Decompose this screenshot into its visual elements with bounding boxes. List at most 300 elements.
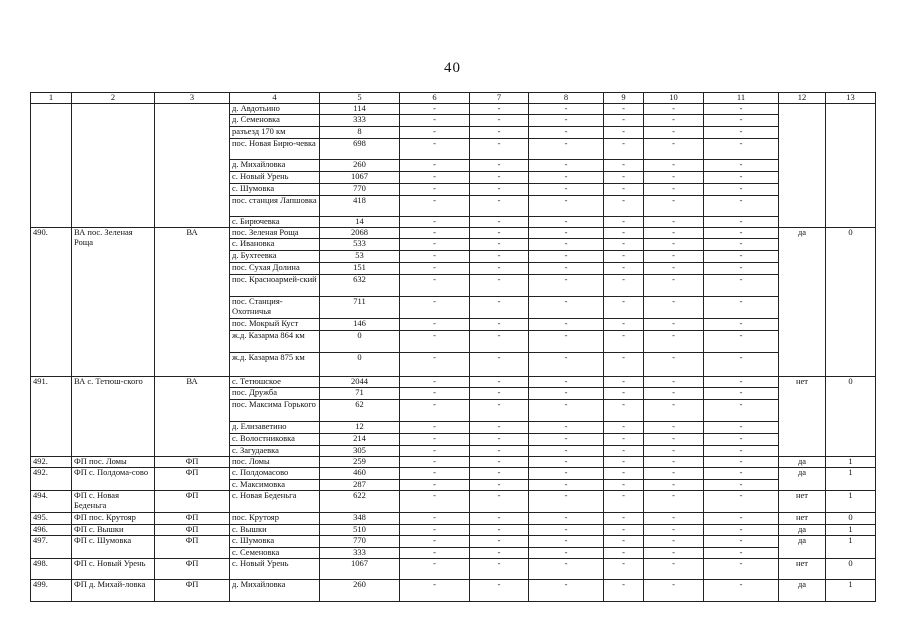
dash-cell: - <box>704 525 779 536</box>
institution-type <box>155 104 230 228</box>
dash-cell: - <box>529 139 604 160</box>
institution-number: 496. <box>31 525 72 536</box>
dash-cell: - <box>470 580 529 602</box>
dash-cell: - <box>644 275 704 297</box>
availability-cell <box>779 104 826 228</box>
dash-cell: - <box>604 457 644 468</box>
settlement-name: пос. Максима Горького <box>230 400 320 422</box>
dash-cell: - <box>529 297 604 319</box>
availability-cell: да <box>779 536 826 559</box>
dash-cell: - <box>400 536 470 548</box>
dash-cell: - <box>644 217 704 228</box>
dash-cell: - <box>470 172 529 184</box>
dash-cell: - <box>400 319 470 331</box>
dash-cell: - <box>704 217 779 228</box>
settlement-population: 8 <box>320 127 400 139</box>
dash-cell: - <box>529 353 604 377</box>
settlement-population: 151 <box>320 263 400 275</box>
dash-cell: - <box>470 353 529 377</box>
settlement-population: 71 <box>320 388 400 400</box>
dash-cell: - <box>704 353 779 377</box>
dash-cell: - <box>604 491 644 513</box>
column-header: 2 <box>72 93 155 104</box>
dash-cell: - <box>470 525 529 536</box>
dash-cell: - <box>604 251 644 263</box>
table-row <box>31 457 876 468</box>
availability-cell: да <box>779 468 826 491</box>
dash-cell: - <box>644 513 704 525</box>
dash-cell: - <box>400 480 470 491</box>
dash-cell: - <box>704 422 779 434</box>
institution-type: ФП <box>155 468 230 491</box>
dash-cell: - <box>470 513 529 525</box>
dash-cell: - <box>529 239 604 251</box>
dash-cell: - <box>470 127 529 139</box>
dash-cell: - <box>704 139 779 160</box>
dash-cell: - <box>604 422 644 434</box>
institution-name: ВА с. Тетюш-ского <box>72 377 155 457</box>
dash-cell: - <box>529 434 604 446</box>
settlement-population: 2068 <box>320 228 400 239</box>
registry-body <box>31 104 876 602</box>
dash-cell: - <box>604 196 644 217</box>
dash-cell: - <box>529 548 604 559</box>
dash-cell: - <box>400 196 470 217</box>
dash-cell: - <box>470 196 529 217</box>
institution-number: 490. <box>31 228 72 377</box>
dash-cell: - <box>400 525 470 536</box>
dash-cell: - <box>470 422 529 434</box>
dash-cell: - <box>470 160 529 172</box>
dash-cell: - <box>604 434 644 446</box>
dash-cell: - <box>704 480 779 491</box>
dash-cell: - <box>400 580 470 602</box>
dash-cell: - <box>704 446 779 457</box>
dash-cell: - <box>400 468 470 480</box>
dash-cell: - <box>400 422 470 434</box>
dash-cell: - <box>644 580 704 602</box>
settlement-population: 460 <box>320 468 400 480</box>
dash-cell: - <box>529 400 604 422</box>
settlement-name: с. Бирючевка <box>230 217 320 228</box>
dash-cell: - <box>400 457 470 468</box>
dash-cell: - <box>400 388 470 400</box>
settlement-name: с. Семеновка <box>230 548 320 559</box>
dash-cell: - <box>470 388 529 400</box>
dash-cell: - <box>470 480 529 491</box>
settlement-population: 0 <box>320 353 400 377</box>
dash-cell: - <box>644 434 704 446</box>
dash-cell: - <box>470 468 529 480</box>
dash-cell: - <box>470 400 529 422</box>
dash-cell: - <box>644 104 704 115</box>
column-header: 11 <box>704 93 779 104</box>
settlement-population: 0 <box>320 331 400 353</box>
settlement-name: с. Шумовка <box>230 536 320 548</box>
dash-cell: - <box>470 217 529 228</box>
institution-number: 494. <box>31 491 72 513</box>
dash-cell: - <box>470 184 529 196</box>
settlement-name: с. Вышки <box>230 525 320 536</box>
dash-cell: - <box>529 228 604 239</box>
institution-type: ФП <box>155 513 230 525</box>
settlement-population: 510 <box>320 525 400 536</box>
dash-cell: - <box>704 491 779 513</box>
dash-cell: - <box>644 160 704 172</box>
dash-cell: - <box>604 388 644 400</box>
institution-type: ФП <box>155 580 230 602</box>
table-row <box>31 377 876 388</box>
page-number: 40 <box>444 60 461 76</box>
dash-cell: - <box>470 297 529 319</box>
dash-cell: - <box>529 377 604 388</box>
dash-cell: - <box>400 217 470 228</box>
table-row <box>31 580 876 602</box>
availability-cell: нет <box>779 513 826 525</box>
dash-cell: - <box>644 457 704 468</box>
settlement-population: 260 <box>320 580 400 602</box>
dash-cell: - <box>644 548 704 559</box>
settlement-name: с. Максимовка <box>230 480 320 491</box>
dash-cell: - <box>604 525 644 536</box>
column-header: 13 <box>826 93 876 104</box>
dash-cell: - <box>470 239 529 251</box>
dash-cell: - <box>604 331 644 353</box>
dash-cell: - <box>704 172 779 184</box>
dash-cell: - <box>644 184 704 196</box>
institution-name: ФП пос. Ломы <box>72 457 155 468</box>
settlement-name: пос. Крутояр <box>230 513 320 525</box>
dash-cell: - <box>644 228 704 239</box>
dash-cell: - <box>644 127 704 139</box>
table-row <box>31 228 876 239</box>
table-row <box>31 536 876 548</box>
dash-cell: - <box>644 388 704 400</box>
settlement-population: 214 <box>320 434 400 446</box>
settlement-name: д. Михайловка <box>230 160 320 172</box>
column-header: 8 <box>529 93 604 104</box>
settlement-population: 62 <box>320 400 400 422</box>
table-row <box>31 104 876 115</box>
column-header: 10 <box>644 93 704 104</box>
dash-cell: - <box>644 331 704 353</box>
dash-cell: - <box>529 196 604 217</box>
dash-cell: - <box>529 184 604 196</box>
dash-cell: - <box>604 104 644 115</box>
dash-cell: - <box>529 263 604 275</box>
settlement-name: пос. Мокрый Куст <box>230 319 320 331</box>
count-cell: 0 <box>826 513 876 525</box>
dash-cell: - <box>470 139 529 160</box>
column-header: 3 <box>155 93 230 104</box>
institution-number: 492. <box>31 468 72 491</box>
dash-cell: - <box>604 480 644 491</box>
dash-cell: - <box>400 275 470 297</box>
dash-cell: - <box>604 559 644 580</box>
institution-number: 498. <box>31 559 72 580</box>
institution-number: 491. <box>31 377 72 457</box>
settlement-name: с. Шумовка <box>230 184 320 196</box>
dash-cell: - <box>644 297 704 319</box>
dash-cell: - <box>604 580 644 602</box>
dash-cell: - <box>400 400 470 422</box>
settlement-population: 333 <box>320 115 400 127</box>
dash-cell: - <box>704 457 779 468</box>
dash-cell: - <box>604 400 644 422</box>
dash-cell: - <box>529 127 604 139</box>
column-header: 1 <box>31 93 72 104</box>
settlement-name: д. Михайловка <box>230 580 320 602</box>
settlement-population: 12 <box>320 422 400 434</box>
dash-cell: - <box>529 457 604 468</box>
dash-cell: - <box>529 115 604 127</box>
dash-cell: - <box>529 480 604 491</box>
settlement-population: 348 <box>320 513 400 525</box>
dash-cell: - <box>604 297 644 319</box>
dash-cell: - <box>604 536 644 548</box>
dash-cell: - <box>604 184 644 196</box>
dash-cell: - <box>644 319 704 331</box>
dash-cell: - <box>400 513 470 525</box>
dash-cell: - <box>400 548 470 559</box>
dash-cell: - <box>529 275 604 297</box>
dash-cell: - <box>470 434 529 446</box>
dash-cell: - <box>704 115 779 127</box>
dash-cell: - <box>704 434 779 446</box>
settlement-population: 2044 <box>320 377 400 388</box>
dash-cell: - <box>604 127 644 139</box>
institution-type: ФП <box>155 457 230 468</box>
dash-cell: - <box>529 331 604 353</box>
dash-cell: - <box>644 480 704 491</box>
dash-cell: - <box>604 139 644 160</box>
settlement-name: с. Загудаевка <box>230 446 320 457</box>
institution-number <box>31 104 72 228</box>
dash-cell: - <box>704 319 779 331</box>
availability-cell: да <box>779 457 826 468</box>
dash-cell: - <box>604 217 644 228</box>
settlement-population: 14 <box>320 217 400 228</box>
count-cell: 1 <box>826 457 876 468</box>
dash-cell: - <box>529 160 604 172</box>
institution-number: 492. <box>31 457 72 468</box>
dash-cell: - <box>704 548 779 559</box>
settlement-name: с. Волостниковка <box>230 434 320 446</box>
institution-type: ФП <box>155 536 230 559</box>
dash-cell: - <box>470 536 529 548</box>
settlement-name: ж.д. Казарма 875 км <box>230 353 320 377</box>
settlement-name: пос. Зеленая Роща <box>230 228 320 239</box>
settlement-name: с. Новый Урень <box>230 559 320 580</box>
settlement-population: 53 <box>320 251 400 263</box>
dash-cell: - <box>644 196 704 217</box>
settlement-population: 418 <box>320 196 400 217</box>
dash-cell: - <box>704 400 779 422</box>
dash-cell: - <box>644 172 704 184</box>
count-cell: 1 <box>826 491 876 513</box>
dash-cell: - <box>604 548 644 559</box>
dash-cell: - <box>529 446 604 457</box>
dash-cell: - <box>604 115 644 127</box>
dash-cell: - <box>704 513 779 525</box>
dash-cell: - <box>470 377 529 388</box>
settlement-population: 698 <box>320 139 400 160</box>
dash-cell: - <box>704 160 779 172</box>
count-cell: 1 <box>826 580 876 602</box>
count-cell: 0 <box>826 377 876 457</box>
institution-type: ФП <box>155 525 230 536</box>
dash-cell: - <box>470 104 529 115</box>
dash-cell: - <box>400 297 470 319</box>
dash-cell: - <box>704 297 779 319</box>
dash-cell: - <box>400 446 470 457</box>
institution-name: ФП с. Вышки <box>72 525 155 536</box>
dash-cell: - <box>400 331 470 353</box>
dash-cell: - <box>604 160 644 172</box>
dash-cell: - <box>644 491 704 513</box>
institution-name: ФП с. Новая Беденьга <box>72 491 155 513</box>
settlement-name: ж.д. Казарма 864 км <box>230 331 320 353</box>
availability-cell: да <box>779 580 826 602</box>
dash-cell: - <box>644 400 704 422</box>
dash-cell: - <box>529 251 604 263</box>
dash-cell: - <box>529 172 604 184</box>
dash-cell: - <box>470 251 529 263</box>
institution-number: 499. <box>31 580 72 602</box>
settlement-name: разъезд 170 км <box>230 127 320 139</box>
settlement-name: д. Елизаветино <box>230 422 320 434</box>
settlement-name: пос. Новая Бирю-чевка <box>230 139 320 160</box>
institution-name <box>72 104 155 228</box>
dash-cell: - <box>470 446 529 457</box>
institution-name: ФП пос. Крутояр <box>72 513 155 525</box>
dash-cell: - <box>704 263 779 275</box>
settlement-name: с. Тетюшское <box>230 377 320 388</box>
dash-cell: - <box>529 388 604 400</box>
dash-cell: - <box>644 239 704 251</box>
settlement-name: д. Бухтеевка <box>230 251 320 263</box>
settlement-population: 260 <box>320 160 400 172</box>
dash-cell: - <box>529 319 604 331</box>
dash-cell: - <box>470 457 529 468</box>
dash-cell: - <box>529 513 604 525</box>
dash-cell: - <box>400 491 470 513</box>
count-cell: 0 <box>826 228 876 377</box>
dash-cell: - <box>400 239 470 251</box>
dash-cell: - <box>470 263 529 275</box>
dash-cell: - <box>470 115 529 127</box>
availability-cell: да <box>779 228 826 377</box>
dash-cell: - <box>604 377 644 388</box>
column-header: 6 <box>400 93 470 104</box>
dash-cell: - <box>529 104 604 115</box>
dash-cell: - <box>529 217 604 228</box>
dash-cell: - <box>470 319 529 331</box>
column-header: 9 <box>604 93 644 104</box>
dash-cell: - <box>704 377 779 388</box>
institution-name: ФП д. Михай-ловка <box>72 580 155 602</box>
settlement-population: 770 <box>320 184 400 196</box>
table-row <box>31 491 876 513</box>
dash-cell: - <box>400 434 470 446</box>
dash-cell: - <box>400 559 470 580</box>
settlement-name: д. Авдотьино <box>230 104 320 115</box>
institution-type: ВА <box>155 377 230 457</box>
dash-cell: - <box>644 139 704 160</box>
column-header: 4 <box>230 93 320 104</box>
dash-cell: - <box>704 127 779 139</box>
settlement-population: 146 <box>320 319 400 331</box>
dash-cell: - <box>704 468 779 480</box>
settlement-name: с. Новая Беденьга <box>230 491 320 513</box>
dash-cell: - <box>529 491 604 513</box>
dash-cell: - <box>704 559 779 580</box>
dash-cell: - <box>644 468 704 480</box>
dash-cell: - <box>704 184 779 196</box>
settlement-population: 114 <box>320 104 400 115</box>
institution-type: ФП <box>155 559 230 580</box>
settlement-population: 632 <box>320 275 400 297</box>
count-cell <box>826 104 876 228</box>
dash-cell: - <box>400 184 470 196</box>
settlement-population: 1067 <box>320 172 400 184</box>
dash-cell: - <box>400 160 470 172</box>
settlement-population: 333 <box>320 548 400 559</box>
settlement-population: 711 <box>320 297 400 319</box>
settlement-population: 287 <box>320 480 400 491</box>
institution-name: ФП с. Новый Урень <box>72 559 155 580</box>
settlement-name: пос. Красноармей-ский <box>230 275 320 297</box>
dash-cell: - <box>529 422 604 434</box>
dash-cell: - <box>400 251 470 263</box>
dash-cell: - <box>604 275 644 297</box>
settlement-name: пос. станция Лапшовка <box>230 196 320 217</box>
institution-type: ФП <box>155 491 230 513</box>
table-row <box>31 559 876 580</box>
dash-cell: - <box>400 115 470 127</box>
settlement-population: 259 <box>320 457 400 468</box>
dash-cell: - <box>400 263 470 275</box>
dash-cell: - <box>470 548 529 559</box>
dash-cell: - <box>529 580 604 602</box>
dash-cell: - <box>604 513 644 525</box>
dash-cell: - <box>604 468 644 480</box>
dash-cell: - <box>644 377 704 388</box>
institution-name: ФП с. Шумовка <box>72 536 155 559</box>
dash-cell: - <box>470 228 529 239</box>
table-row <box>31 513 876 525</box>
settlement-population: 533 <box>320 239 400 251</box>
dash-cell: - <box>704 580 779 602</box>
settlement-population: 770 <box>320 536 400 548</box>
dash-cell: - <box>470 491 529 513</box>
dash-cell: - <box>704 104 779 115</box>
settlement-name: с. Ивановка <box>230 239 320 251</box>
dash-cell: - <box>704 275 779 297</box>
table-row <box>31 468 876 480</box>
dash-cell: - <box>400 139 470 160</box>
dash-cell: - <box>470 331 529 353</box>
dash-cell: - <box>604 353 644 377</box>
registry-table <box>30 92 876 602</box>
dash-cell: - <box>604 319 644 331</box>
dash-cell: - <box>529 536 604 548</box>
settlement-name: пос. Станция-Охотничья <box>230 297 320 319</box>
availability-cell: нет <box>779 559 826 580</box>
column-header: 5 <box>320 93 400 104</box>
dash-cell: - <box>644 525 704 536</box>
availability-cell: нет <box>779 377 826 457</box>
